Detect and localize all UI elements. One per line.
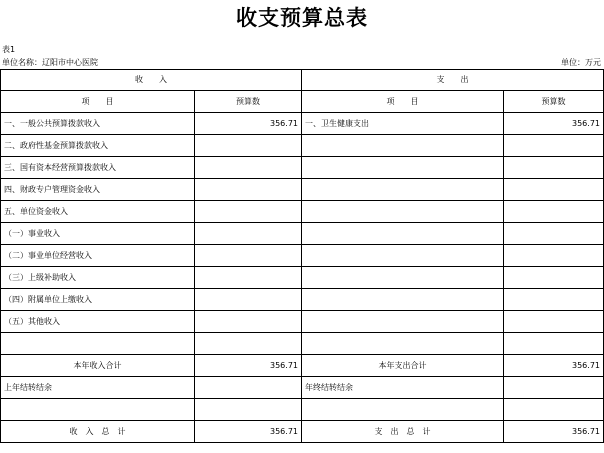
section-header-row (1, 70, 604, 91)
expenditure-item (302, 311, 504, 333)
exp-grand-label: 支 出 总 计 (302, 421, 504, 443)
table-row (1, 113, 604, 135)
expenditure-item (302, 201, 504, 223)
income-grand-total: 356.71 (195, 421, 302, 443)
income-item: 二、政府性基金预算拨款收入 (1, 135, 195, 157)
table-row (1, 179, 604, 201)
year-income-total-label: 本年收入合计 (1, 355, 195, 377)
expenditure-item (302, 245, 504, 267)
income-amount (195, 135, 302, 157)
expenditure-item (302, 223, 504, 245)
income-item: （三）上级补助收入 (1, 267, 195, 289)
carryover-row (1, 377, 604, 399)
income-item: （四）附属单位上缴收入 (1, 289, 195, 311)
expenditure-amount: 356.71 (504, 113, 604, 135)
table-row (1, 333, 604, 355)
expenditure-budget-header: 预算数 (504, 91, 604, 113)
expenditure-amount (504, 201, 604, 223)
income-item: （五）其他收入 (1, 311, 195, 333)
table-row (1, 289, 604, 311)
income-amount (195, 333, 302, 355)
expenditure-amount (504, 267, 604, 289)
expenditure-amount (504, 135, 604, 157)
blank-cell (504, 399, 604, 421)
year-income-total: 356.71 (195, 355, 302, 377)
year-total-row (1, 355, 604, 377)
page-title: 收支预算总表 (236, 5, 368, 30)
expenditure-amount (504, 179, 604, 201)
blank-cell (1, 399, 195, 421)
income-item: 五、单位资金收入 (1, 201, 195, 223)
table-row (1, 201, 604, 223)
income-amount (195, 201, 302, 223)
income-amount: 356.71 (195, 113, 302, 135)
table-number: 表1 (2, 45, 16, 54)
blank-row (1, 399, 604, 421)
income-item: （一）事业收入 (1, 223, 195, 245)
unit-name: 单位名称：辽阳市中心医院 (2, 58, 98, 67)
income-amount (195, 179, 302, 201)
expenditure-amount (504, 289, 604, 311)
income-amount (195, 267, 302, 289)
budget-table (0, 69, 604, 443)
expenditure-amount (504, 333, 604, 355)
expenditure-amount (504, 157, 604, 179)
income-amount (195, 311, 302, 333)
expenditure-item (302, 157, 504, 179)
table-row (1, 223, 604, 245)
exp-grand-total: 356.71 (504, 421, 604, 443)
income-item (1, 333, 195, 355)
expenditure-item-header: 项 目 (302, 91, 504, 113)
income-amount (195, 289, 302, 311)
expenditure-amount (504, 311, 604, 333)
column-header-row (1, 91, 604, 113)
income-item: 三、国有资本经营预算拨款收入 (1, 157, 195, 179)
carryover-out-amount (504, 377, 604, 399)
carryover-in-label: 上年结转结余 (1, 377, 195, 399)
expenditure-item (302, 333, 504, 355)
table-row (1, 135, 604, 157)
table-row (1, 245, 604, 267)
expenditure-item: 一、卫生健康支出 (302, 113, 504, 135)
unit-label: 单位：万元 (561, 58, 601, 67)
income-item: （二）事业单位经营收入 (1, 245, 195, 267)
income-item-header: 项 目 (1, 91, 195, 113)
year-exp-total: 356.71 (504, 355, 604, 377)
income-amount (195, 223, 302, 245)
income-item: 四、财政专户管理资金收入 (1, 179, 195, 201)
income-budget-header: 预算数 (195, 91, 302, 113)
expenditure-item (302, 267, 504, 289)
expenditure-section-header: 支 出 (302, 70, 604, 91)
expenditure-item (302, 289, 504, 311)
income-section-header: 收 入 (1, 70, 302, 91)
blank-cell (302, 399, 504, 421)
expenditure-item (302, 179, 504, 201)
year-exp-total-label: 本年支出合计 (302, 355, 504, 377)
income-grand-label: 收 入 总 计 (1, 421, 195, 443)
table-row (1, 157, 604, 179)
blank-cell (195, 399, 302, 421)
table-row (1, 311, 604, 333)
expenditure-item (302, 135, 504, 157)
expenditure-amount (504, 223, 604, 245)
grand-total-row (1, 421, 604, 443)
carryover-in-amount (195, 377, 302, 399)
income-item: 一、一般公共预算拨款收入 (1, 113, 195, 135)
table-row (1, 267, 604, 289)
expenditure-amount (504, 245, 604, 267)
carryover-out-label: 年终结转结余 (302, 377, 504, 399)
income-amount (195, 245, 302, 267)
income-amount (195, 157, 302, 179)
